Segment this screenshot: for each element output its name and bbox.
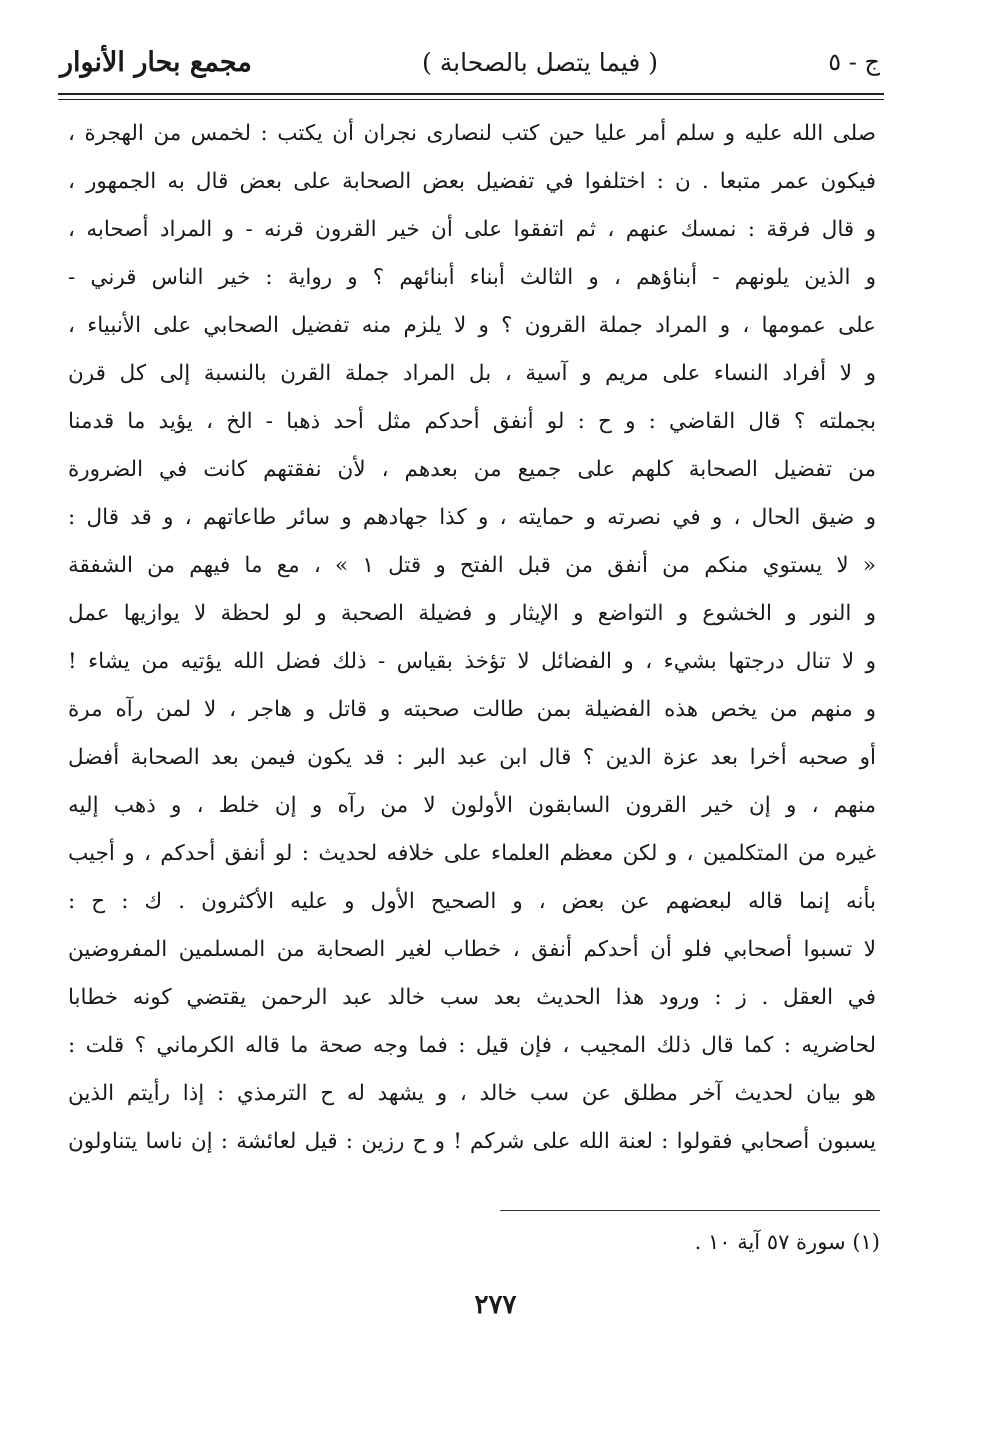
text-line: و الذين يلونهم - أبناؤهم ، و الثالث أبناء أبنائهم ؟ و رواية : خير الناس قرني - xyxy=(68,265,876,290)
header-rule-thick xyxy=(58,93,884,95)
text-line: لا تسبوا أصحابي فلو أن أحدكم أنفق ، خطاب لغير الصحابة من المسلمين المفروضين xyxy=(68,937,876,962)
text-line: و منهم من يخص هذه الفضيلة بمن طالت صحبته و قاتل و هاجر ، لا لمن رآه مرة xyxy=(68,697,876,722)
text-line: لحاضريه : كما قال ذلك المجيب ، فإن قيل : فما وجه صحة ما قاله الكرماني ؟ قلت : xyxy=(68,1033,876,1058)
text-line: منهم ، و إن خير القرون السابقون الأولون لا من رآه و إن خلط ، و ذهب إليه xyxy=(68,793,876,818)
book-title: مجمع بحار الأنوار xyxy=(60,46,252,78)
text-line: و لا تنال درجتها بشيء ، و الفضائل لا تؤخذ بقياس - ذلك فضل الله يؤتيه من يشاء ! xyxy=(68,649,876,674)
text-line: « لا يستوي منكم من أنفق من قبل الفتح و قتل ١ » ، مع ما فيهم من الشفقة xyxy=(68,553,876,578)
text-line: فيكون عمر متبعا . ن : اختلفوا في تفضيل بعض الصحابة على بعض قال به الجمهور ، xyxy=(68,169,876,194)
text-line: بجملته ؟ قال القاضي : و ح : لو أنفق أحدكم مثل أحد ذهبا - الخ ، يؤيد ما قدمنا xyxy=(68,409,876,434)
text-line: أو صحبه أخرا بعد عزة الدين ؟ قال ابن عبد البر : قد يكون فيمن بعد الصحابة أفضل xyxy=(68,745,876,770)
text-line: صلى الله عليه و سلم أمر عليا حين كتب لنصارى نجران أن يكتب : لخمس من الهجرة ، xyxy=(68,121,876,146)
main-text xyxy=(68,110,876,1166)
text-line: من تفضيل الصحابة كلهم على جميع من بعدهم ، لأن نفقتهم كانت في الضرورة xyxy=(68,457,876,482)
section-title: ( فيما يتصل بالصحابة ) xyxy=(422,47,659,77)
text-line: غيره من المتكلمين ، و لكن معظم العلماء على خلافه لحديث : لو أنفق أحدكم ، و أجيب xyxy=(68,841,876,866)
text-line: بأنه إنما قاله لبعضهم عن بعض ، و الصحيح الأول و عليه الأكثرون . ك : ح : xyxy=(68,889,876,914)
text-line: يسبون أصحابي فقولوا : لعنة الله على شركم ! و ح رزين : قيل لعائشة : إن ناسا يتناولون xyxy=(68,1129,876,1154)
footnote-rule xyxy=(500,1210,880,1211)
text-line: و ضيق الحال ، و في نصرته و حمايته ، و كذا جهادهم و سائر طاعاتهم ، و قد قال : xyxy=(68,505,876,530)
text-line: هو بيان لحديث آخر مطلق عن سب خالد ، و يشهد له ح الترمذي : إذا رأيتم الذين xyxy=(68,1081,876,1106)
text-line: و لا أفراد النساء على مريم و آسية ، بل المراد جملة القرن بالنسبة إلى كل قرن xyxy=(68,361,876,386)
page-number: ٢٧٧ xyxy=(474,1290,517,1320)
header-rule-thin xyxy=(58,99,884,100)
page-header xyxy=(60,40,880,84)
text-line: على عمومها ، و المراد جملة القرون ؟ و لا يلزم منه تفضيل الصحابي على الأنبياء ، xyxy=(68,313,876,338)
text-line: و النور و الخشوع و التواضع و الإيثار و فضيلة الصحبة و لو لحظة لا يوازيها عمل xyxy=(68,601,876,626)
text-line: في العقل . ز : ورود هذا الحديث بعد سب خالد عبد الرحمن يقتضي كونه خطابا xyxy=(68,985,876,1010)
text-line: و قال فرقة : نمسك عنهم ، ثم اتفقوا على أن خير القرون قرنه - و المراد أصحابه ، xyxy=(68,217,876,242)
volume-label: ج - ٥ xyxy=(828,48,880,76)
footnote: (١) سورة ٥٧ آية ١٠ . xyxy=(694,1230,880,1254)
